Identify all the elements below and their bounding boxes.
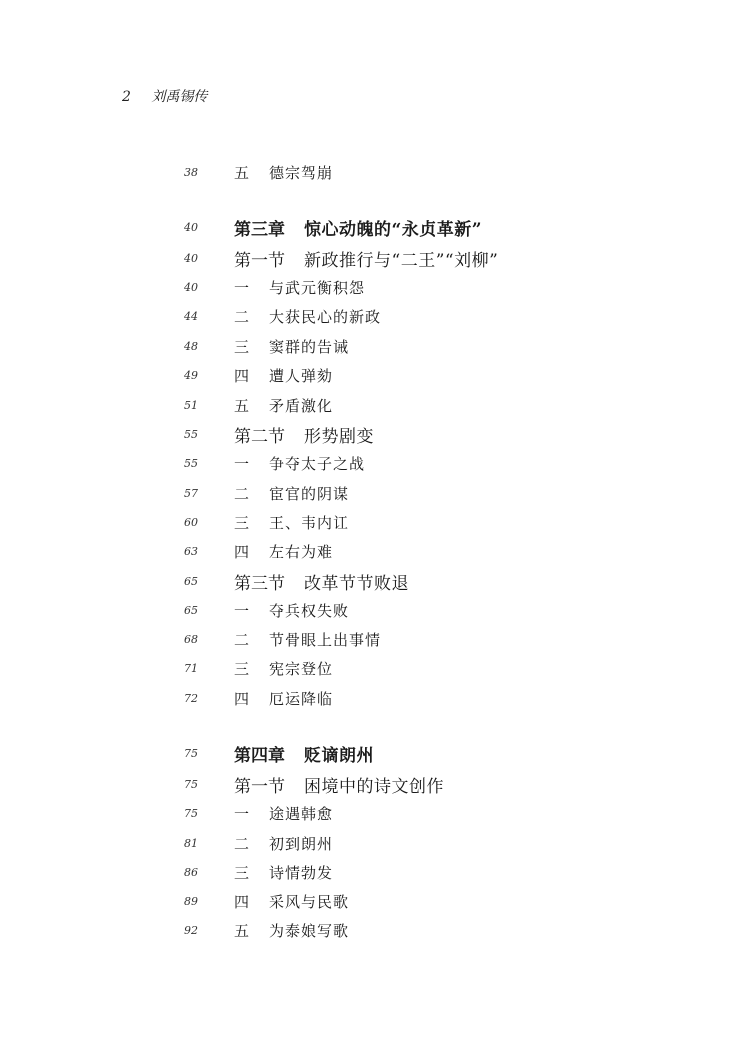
toc-index: 第三章 [234,219,285,240]
toc-index: 一 [234,804,250,823]
toc-title: 途遇韩愈 [269,804,334,823]
toc-item [0,334,750,358]
toc-item [0,451,750,475]
toc-index: 第四章 [234,745,285,766]
toc-page-number: 72 [184,691,198,705]
toc-title: 宦官的阴谋 [269,484,350,503]
toc-index: 二 [234,630,250,649]
toc-title: 节骨眼上出事情 [269,630,382,649]
toc-index: 四 [234,689,250,708]
toc-page-number: 38 [184,165,198,179]
toc-index: 一 [234,278,250,297]
toc-title: 形势剧变 [304,426,374,447]
toc-title: 大获民心的新政 [269,307,382,326]
toc-page-number: 75 [184,746,198,760]
toc-page-number: 57 [184,486,198,500]
toc-title: 贬谪朗州 [304,745,374,766]
toc-item [0,918,750,942]
toc-title: 诗情勃发 [269,863,334,882]
toc-title: 遭人弹劾 [269,366,334,385]
toc-index: 二 [234,307,250,326]
toc-index: 五 [234,163,250,182]
toc-page-number: 89 [184,894,198,908]
toc-title: 宪宗登位 [269,659,334,678]
toc-index: 一 [234,454,250,473]
toc-title: 窦群的告诫 [269,337,350,356]
toc-title: 为泰娘写歌 [269,921,350,940]
toc-title: 矛盾激化 [269,396,334,415]
toc-title: 采风与民歌 [269,892,350,911]
toc-index: 四 [234,892,250,911]
toc-page-number: 71 [184,661,198,675]
toc-section [0,246,750,270]
running-header [122,86,207,106]
toc-index: 一 [234,601,250,620]
toc-page-number: 55 [184,456,198,470]
toc-item [0,481,750,505]
toc-page-number: 63 [184,544,198,558]
toc-page-number: 60 [184,515,198,529]
toc-page-number: 40 [184,220,198,234]
toc-index: 二 [234,834,250,853]
toc-chapter [0,741,750,765]
toc-index: 第二节 [234,426,285,447]
toc-page-number: 75 [184,777,198,791]
toc-page-number: 86 [184,865,198,879]
toc-title: 困境中的诗文创作 [304,776,444,797]
toc-item [0,275,750,299]
toc-index: 四 [234,542,250,561]
toc-item [0,656,750,680]
toc-page-number: 51 [184,398,198,412]
toc-item [0,627,750,651]
toc-title: 改革节节败退 [304,573,409,594]
toc-item [0,889,750,913]
toc-item [0,363,750,387]
toc-page-number: 92 [184,923,198,937]
toc-item [0,539,750,563]
toc-index: 第一节 [234,250,285,271]
toc-page-number: 40 [184,251,198,265]
toc-title: 惊心动魄的“永贞革新” [304,219,483,240]
toc-chapter [0,215,750,239]
toc-index: 三 [234,863,250,882]
toc-title: 厄运降临 [269,689,334,708]
page-number: 2 [122,89,131,105]
toc-item [0,160,750,184]
toc-title: 争夺太子之战 [269,454,366,473]
toc-title: 左右为难 [269,542,334,561]
toc-item [0,860,750,884]
toc-page-number: 65 [184,603,198,617]
toc-index: 二 [234,484,250,503]
toc-title: 德宗驾崩 [269,163,334,182]
toc-item [0,304,750,328]
toc-page-number: 55 [184,427,198,441]
toc-item [0,686,750,710]
toc-item [0,510,750,534]
toc-index: 三 [234,513,250,532]
toc-page-number: 40 [184,280,198,294]
toc-title: 与武元衡积怨 [269,278,366,297]
toc-page-number: 65 [184,574,198,588]
toc-page-number: 68 [184,632,198,646]
book-title: 刘禹锡传 [151,89,208,105]
toc-page-number: 49 [184,368,198,382]
toc-item [0,831,750,855]
toc-index: 四 [234,366,250,385]
toc-title: 王、韦内讧 [269,513,350,532]
toc-page-number: 48 [184,339,198,353]
toc-section [0,569,750,593]
toc-index: 第一节 [234,776,285,797]
toc-index: 五 [234,396,250,415]
toc-title: 夺兵权失败 [269,601,350,620]
toc-index: 三 [234,337,250,356]
toc-item [0,393,750,417]
toc-item [0,801,750,825]
toc-index: 五 [234,921,250,940]
toc-page-number: 75 [184,806,198,820]
toc-title: 新政推行与“二王”“刘柳” [304,250,499,271]
toc-item [0,598,750,622]
toc-section [0,772,750,796]
toc-index: 第三节 [234,573,285,594]
toc-page-number: 44 [184,309,198,323]
toc-section [0,422,750,446]
toc-title: 初到朗州 [269,834,334,853]
toc-page-number: 81 [184,836,198,850]
toc-index: 三 [234,659,250,678]
